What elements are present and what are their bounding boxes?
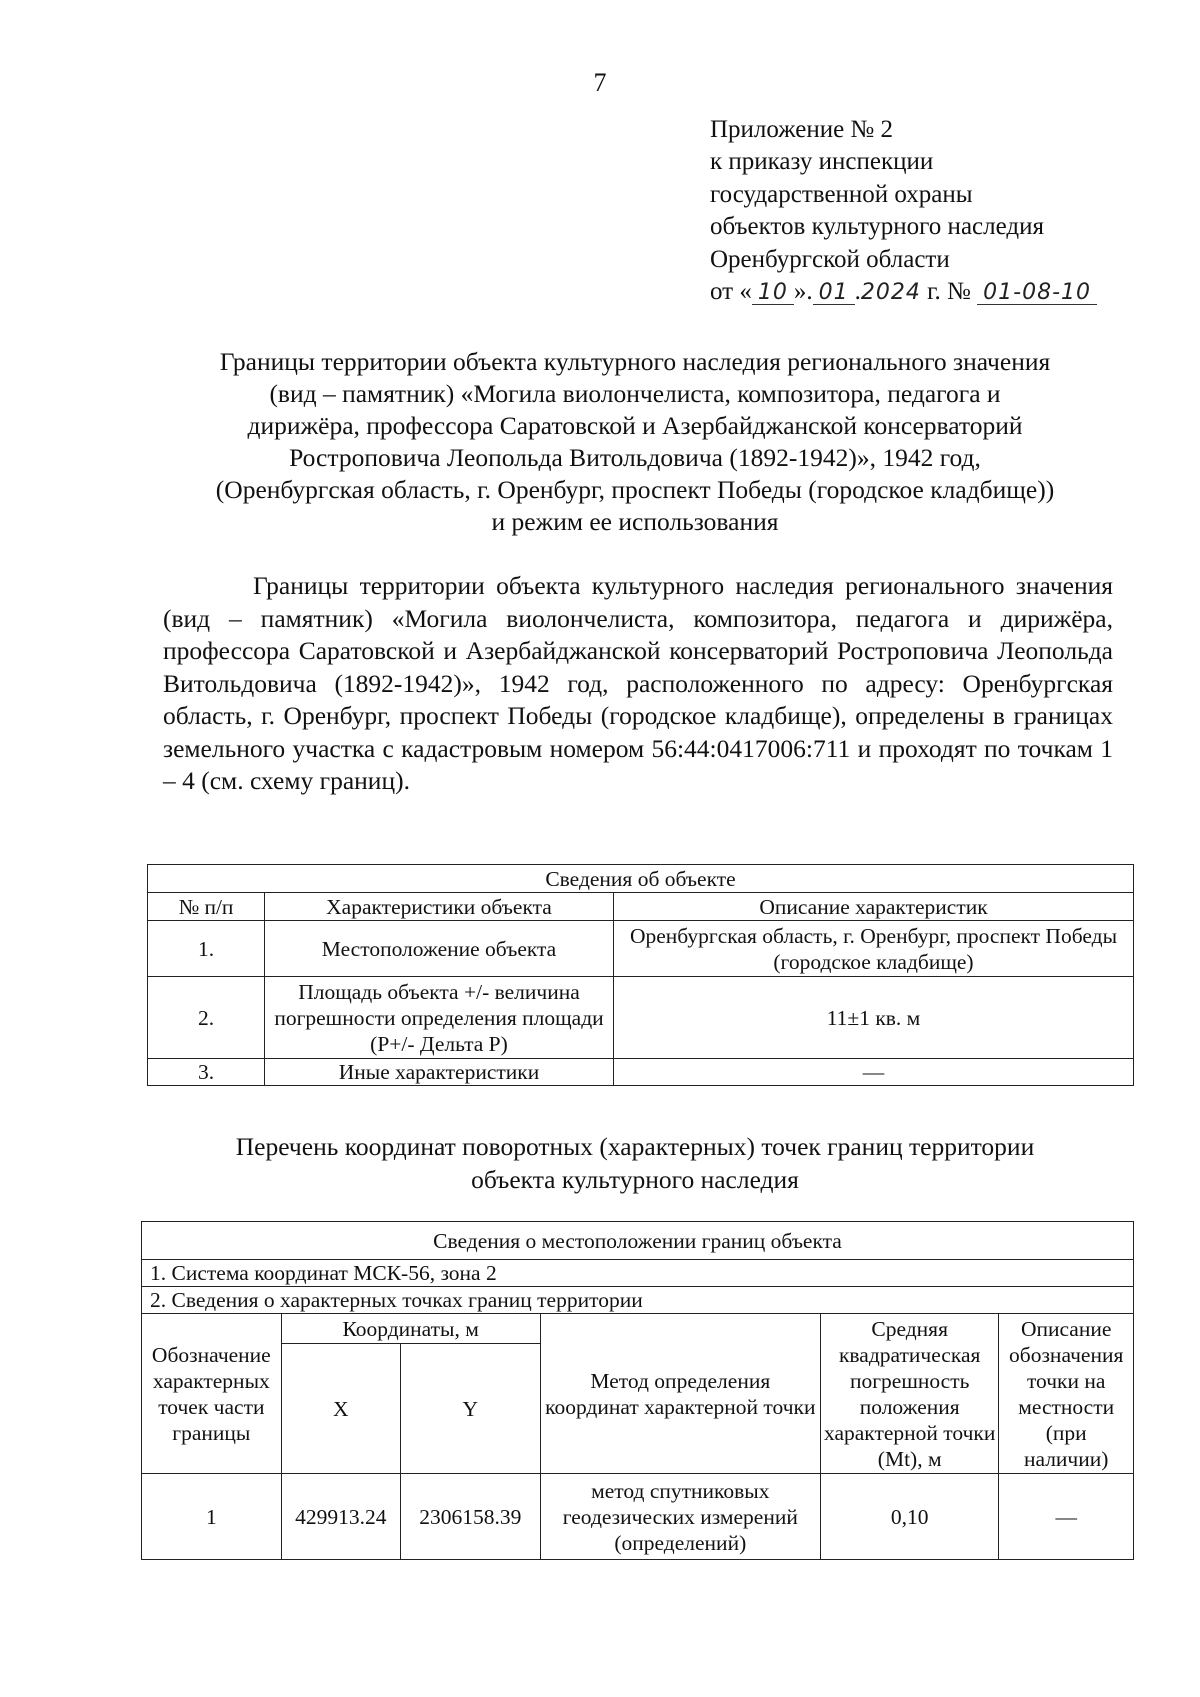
boundary-paragraph: Границы территории объекта культурного наследия регионального значения (вид – памятник) «Могила виолончелиста, композитора, педагога и дирижёра, профессора Саратовской и Азербайджанской консерваторий Ростроповича Леопольда Витольдовича (1892-1942)», 1942 год, расположенного по адресу: Оренбургская область, г. Оренбург, проспект Победы (городское кладбище), определены в границах земельного участка с кадастровым номером 56:44:0417006:711 и проходят по точкам 1 – 4 (см. схему границ). [163, 571, 1113, 795]
title-line: Границы территории объекта культурного наследия регионального значения [219, 347, 1051, 376]
column-header: Средняя квадратическая погрешность положения характерной точки (Mt), м [820, 1314, 998, 1474]
column-header: Характеристики объекта [265, 893, 614, 921]
column-header: Описание характеристик [614, 893, 1134, 921]
table-cell: Оренбургская область, г. Оренбург, проспект Победы (городское кладбище) [614, 921, 1134, 977]
table-cell: 1 [142, 1474, 282, 1560]
subtitle-line: объекта культурного наследия [471, 1165, 799, 1194]
table-cell: — [999, 1474, 1134, 1560]
order-date-line [710, 276, 1097, 309]
points-caption-row: 2. Сведения о характерных точках границ территории [142, 1287, 1134, 1314]
handwritten-day: 10 [752, 282, 794, 305]
column-header: Метод определения координат характерной точки [540, 1314, 820, 1474]
coordinates-list-title [150, 1130, 1120, 1196]
date-sep: ». [793, 278, 813, 306]
table-caption: Сведения об объекте [148, 865, 1134, 893]
date-sep: . [854, 278, 861, 306]
appendix-line: Приложение № 2 [710, 116, 894, 143]
date-prefix: от « [710, 278, 752, 306]
table-cell: 11±1 кв. м [614, 977, 1134, 1059]
table-cell: 3. [148, 1059, 265, 1086]
table-cell: Иные характеристики [265, 1059, 614, 1086]
title-line: (Оренбургская область, г. Оренбург, проспект Победы (городское кладбище)) [215, 475, 1055, 504]
table-cell: — [614, 1059, 1134, 1086]
title-line: и режим ее использования [491, 507, 779, 536]
table-cell: 0,10 [820, 1474, 998, 1560]
column-header: X [281, 1344, 400, 1474]
column-header: Y [400, 1344, 540, 1474]
subtitle-line: Перечень координат поворотных (характерных) точек границ территории [235, 1132, 1035, 1161]
table-caption: Сведения о местоположении границ объекта [142, 1222, 1134, 1260]
appendix-line: Оренбургской области [710, 245, 950, 273]
table-cell: 1. [148, 921, 265, 977]
title-line: Ростроповича Леопольда Витольдовича (1892-1942)», 1942 год, [289, 443, 981, 472]
table-cell: 2306158.39 [400, 1474, 540, 1560]
column-header: Описание обозначения точки на местности (при наличии) [999, 1314, 1134, 1474]
column-header: Координаты, м [281, 1314, 540, 1344]
number-prefix: г. № [920, 278, 978, 306]
appendix-header [710, 114, 1097, 309]
page-number: 7 [593, 68, 607, 97]
appendix-line: государственной охраны [710, 180, 973, 208]
title-line: дирижёра, профессора Саратовской и Азербайджанской консерваторий [247, 411, 1023, 440]
handwritten-month: 01 [813, 282, 855, 305]
table-cell: 2. [148, 977, 265, 1059]
table-cell: Местоположение объекта [265, 921, 614, 977]
table-cell: 429913.24 [281, 1474, 400, 1560]
title-line: (вид – памятник) «Могила виолончелиста, композитора, педагога и [269, 379, 1001, 408]
handwritten-year: 2024 [860, 280, 921, 306]
document-title [150, 346, 1120, 538]
coordinate-system-row: 1. Система координат МСК-56, зона 2 [142, 1260, 1134, 1287]
column-header: Обозначение характерных точек части границы [142, 1314, 282, 1474]
column-header: № п/п [148, 893, 265, 921]
appendix-line: к приказу инспекции [710, 148, 934, 176]
table-cell: Площадь объекта +/- величина погрешности определения площади (P+/- Дельта P) [265, 977, 614, 1059]
coordinates-table [141, 1221, 1134, 1560]
handwritten-order-number: 01-08-10 [977, 282, 1097, 305]
appendix-line: объектов культурного наследия [710, 213, 1044, 241]
table-cell: метод спутниковых геодезических измерений (определений) [540, 1474, 820, 1560]
object-info-table [147, 864, 1134, 1086]
